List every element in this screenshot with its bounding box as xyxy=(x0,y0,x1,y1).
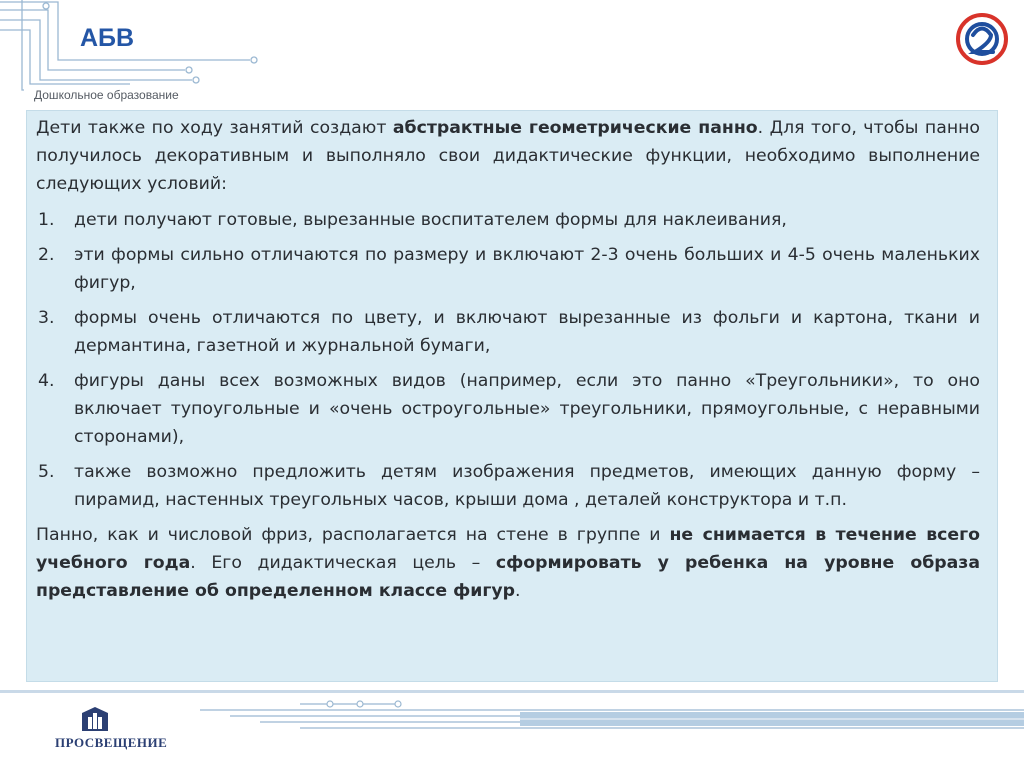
publisher-logo-icon xyxy=(60,703,130,733)
closing-text: . Его дидактическая цель – xyxy=(190,553,496,573)
intro-paragraph xyxy=(36,114,980,198)
brand-subtitle: Дошкольное образование xyxy=(34,88,179,102)
brand-mark: АБВ xyxy=(80,24,135,52)
item-number: 5. xyxy=(38,462,55,482)
footer-decoration xyxy=(0,690,1024,768)
item-number: 4. xyxy=(38,371,55,391)
conditions-list xyxy=(36,206,980,514)
intro-emphasis: абстрактные геометрические панно xyxy=(392,118,758,138)
list-item xyxy=(36,367,980,451)
item-number: 3. xyxy=(38,308,55,328)
closing-paragraph xyxy=(36,521,980,605)
closing-emphasis: не снимается в течение всего учебного года xyxy=(36,525,980,573)
item-text: дети получают готовые, вырезанные воспитателем формы для наклеивания, xyxy=(74,210,787,230)
item-text: формы очень отличаются по цвету, и включают вырезанные из фольги и картона, ткани и дермантина, газетной и журнальной бумаги, xyxy=(74,308,980,356)
list-item xyxy=(36,206,980,234)
closing-text: . xyxy=(515,581,521,601)
intro-text: Дети также по ходу занятий создают xyxy=(36,118,393,138)
main-content xyxy=(36,114,980,605)
closing-emphasis: сформировать у ребенка на уровне образа представление об определенном классе фигур xyxy=(36,553,980,601)
item-text: фигуры даны всех возможных видов (например, если это панно «Треугольники», то оно включает тупоугольные и «очень остроугольные» треугольники, прямоугольные, с неравными сторонами), xyxy=(74,371,980,447)
publisher-name: ПРОСВЕЩЕНИЕ xyxy=(55,735,168,750)
intro-text-continued: . Для того, чтобы панно получилось декоративным и выполняло свои дидактические функции, необходимо выполнение следующих условий: xyxy=(36,118,980,194)
emblem-icon xyxy=(951,8,1013,70)
list-item xyxy=(36,458,980,514)
closing-text: Панно, как и числовой фриз, располагается на стене в группе и xyxy=(36,525,670,545)
list-item xyxy=(36,241,980,297)
item-number: 2. xyxy=(38,245,55,265)
list-item xyxy=(36,304,980,360)
item-number: 1. xyxy=(38,210,55,230)
item-text: эти формы сильно отличаются по размеру и включают 2-3 очень больших и 4-5 очень маленьких фигур, xyxy=(74,245,980,293)
item-text: также возможно предложить детям изображения предметов, имеющих данную форму – пирамид, настенных треугольных часов, крыши дома , деталей конструктора и т.п. xyxy=(74,462,980,510)
